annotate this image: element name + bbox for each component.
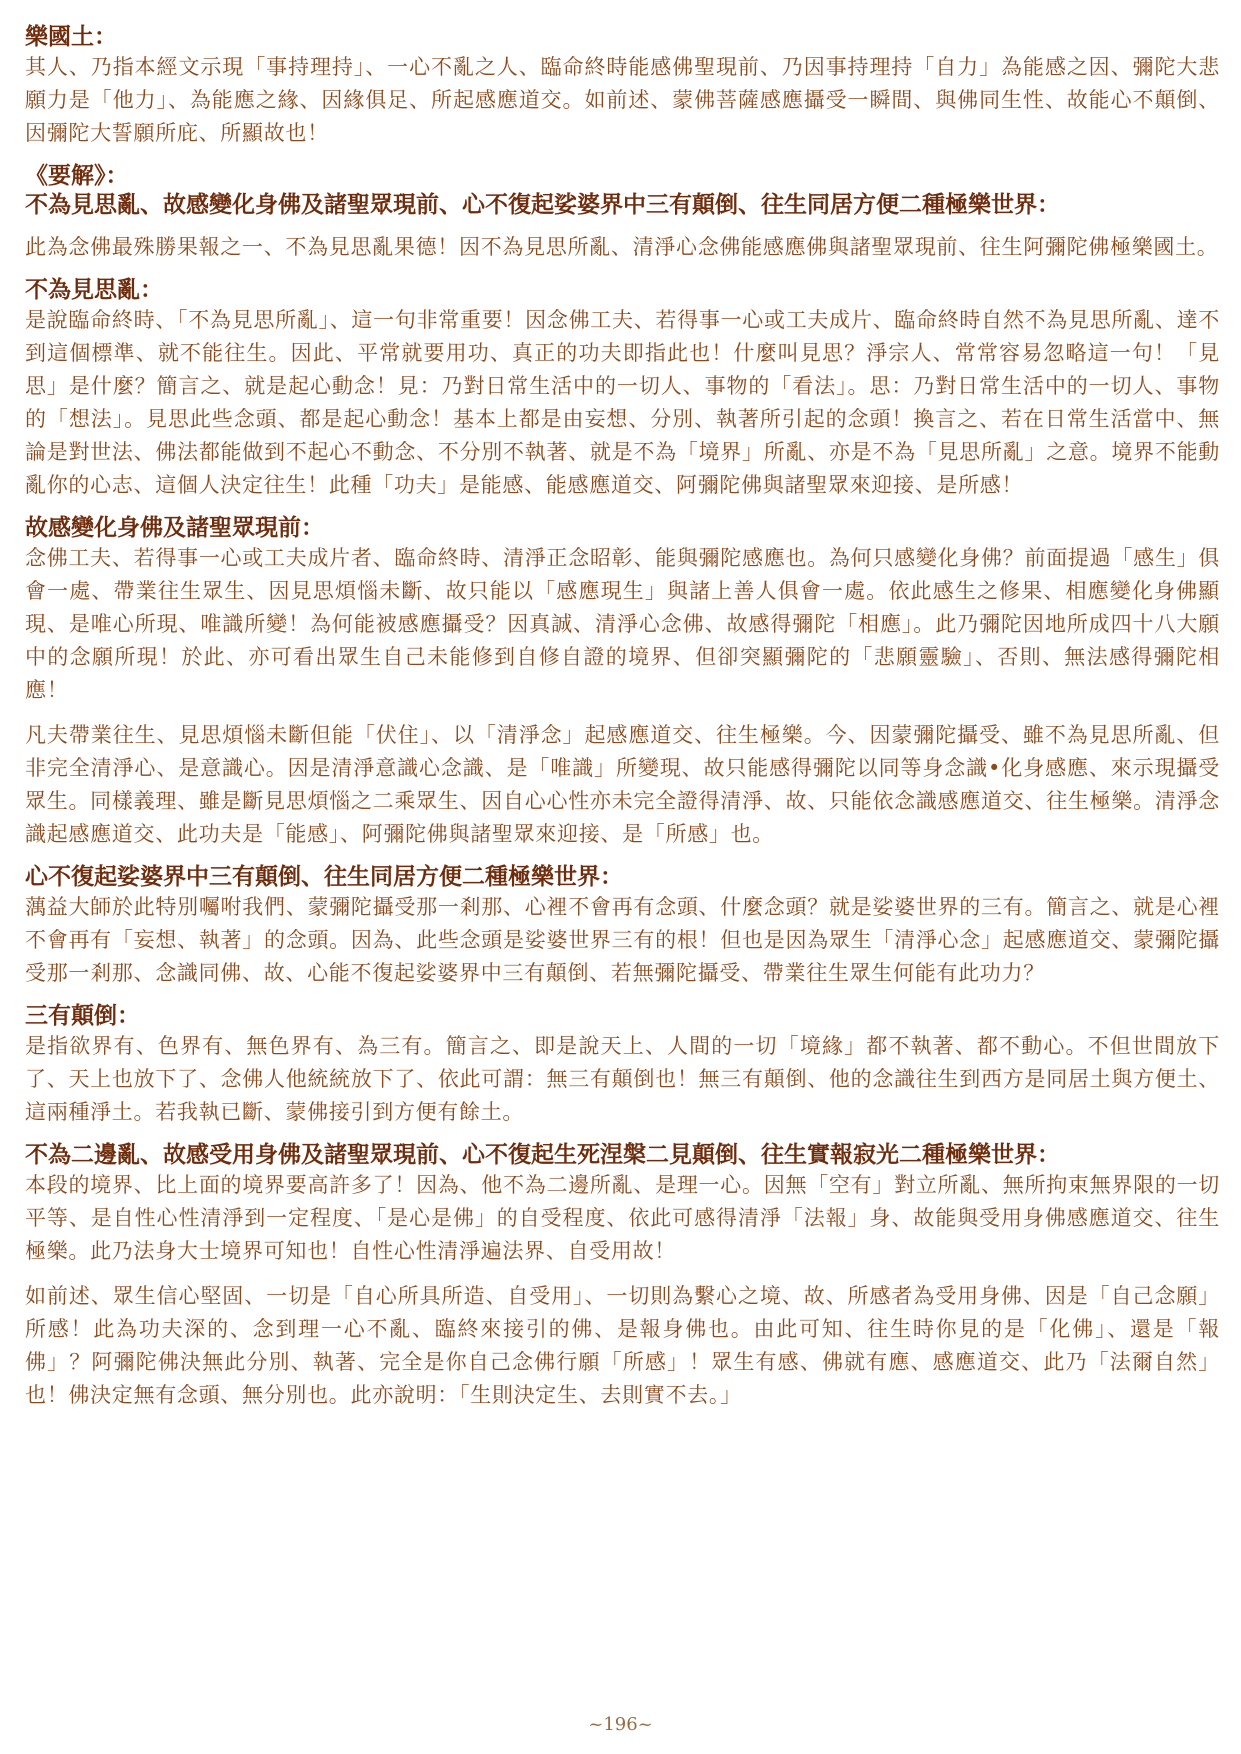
paragraph: 是說臨命終時、「不為見思所亂」、這一句非常重要！因念佛工夫、若得事一心或工夫成片、臨命終時自然不為見思所亂、達不到這個標準、就不能往生。因此、平常就要用功、真正的功夫即指此也！什麼叫見思？淨宗人、常常容易忽略這一句！「見思」是什麼？簡言之、就是起心動念！見：乃對日常生活中的一切人、事物的「看法」。思：乃對日常生活中的一切人、事物的「想法」。見思此些念頭、都是起心動念！基本上都是由妄想、分別、執著所引起的念頭！換言之、若在日常生活當中、無論是對世法、佛法都能做到不起心不動念、不分別不執著、就是不為「境界」所亂、亦是不為「見思所亂」之意。境界不能動亂你的心志、這個人決定往生！此種「功夫」是能感、能感應道交、阿彌陀佛與諸聖眾來迎接、是所感！ [25,308,1220,497]
section-bu-wei-jian-si-luan [25,275,1220,502]
section-heading: 樂國土： [25,23,117,50]
paragraph: 此為念佛最殊勝果報之一、不為見思亂果德！因不為見思所亂、清淨心念佛能感應佛與諸聖眾現前、往生阿彌陀佛極樂國土。 [25,235,1219,259]
paragraph: 其人、乃指本經文示現「事持理持」、一心不亂之人、臨命終時能感佛聖現前、乃因事持理持「自力」為能感之因、彌陀大悲願力是「他力」、為能應之緣、因緣俱足、所起感應道交。如前述、蒙佛菩薩感應攝受一瞬間、與佛同生性、故能心不顛倒、因彌陀大誓願所庇、所顯故也！ [25,55,1220,145]
section-heading: 故感變化身佛及諸聖眾現前： [25,514,324,541]
section-heading: 不為二邊亂、故感受用身佛及諸聖眾現前、心不復起生死涅槃二見顛倒、往生實報寂光二種極樂世界： [25,1141,1060,1168]
paragraph: 凡夫帶業往生、見思煩惱未斷但能「伏住」、以「清淨念」起感應道交、往生極樂。今、因蒙彌陀攝受、雖不為見思所亂、但非完全清淨心、是意識心。因是清淨意識心念識、是「唯識」所變現、故只能感得彌陀以同等身念識•化身感應、來示現攝受眾生。同樣義理、雖是斷見思煩惱之二乘眾生、因自心心性亦未完全證得清淨、故、只能依念識感應道交、往生極樂。清淨念識起感應道交、此功夫是「能感」、阿彌陀佛與諸聖眾來迎接、是「所感」也。 [25,723,1220,846]
section-subheading: 不為見思亂、故感變化身佛及諸聖眾現前、心不復起娑婆界中三有顛倒、往生同居方便二種極樂世界： [25,191,1060,218]
paragraph: 蕅益大師於此特別囑咐我們、蒙彌陀攝受那一剎那、心裡不會再有念頭、什麼念頭？就是娑婆世界的三有。簡言之、就是心裡不會再有「妄想、執著」的念頭。因為、此些念頭是娑婆世界三有的根！但也是因為眾生「清淨心念」起感應道交、蒙彌陀攝受那一剎那、念識同佛、故、心能不復起娑婆界中三有顛倒、若無彌陀攝受、帶業往生眾生何能有此功力？ [25,895,1220,985]
section-heading: 三有顛倒： [25,1002,140,1029]
section-heading: 不為見思亂： [25,276,163,303]
section-san-you-dian-dao [25,1001,1220,1129]
document-page [25,22,1220,1412]
paragraph: 如前述、眾生信心堅固、一切是「自心所具所造、自受用」、一切則為繫心之境、故、所感者為受用身佛、因是「自己念願」所感！此為功夫深的、念到理一心不亂、臨終來接引的佛、是報身佛也。由此可知、往生時你見的是「化佛」、還是「報佛」？阿彌陀佛決無此分別、執著、完全是你自己念佛行願「所感」！眾生有感、佛就有應、感應道交、此乃「法爾自然」也！佛決定無有念頭、無分別也。此亦說明：「生則決定生、去則實不去。」 [25,1284,1220,1407]
page-number: ~196~ [588,1714,653,1735]
section-er-bian-luan [25,1140,1220,1412]
section-heading: 《要解》： [25,162,129,189]
paragraph: 本段的境界、比上面的境界要高許多了！因為、他不為二邊所亂、是理一心。因無「空有」對立所亂、無所拘束無界限的一切平等、是自性心性清淨到一定程度、「是心是佛」的自受程度、依此可感得清淨「法報」身、故能與受用身佛感應道交、往生極樂。此乃法身大士境界可知也！自性心性清淨遍法界、自受用故！ [25,1173,1220,1263]
section-yao-jie [25,161,1220,264]
section-bian-hua-shen-fo [25,513,1220,851]
section-san-you-dian-dao-sha-po [25,862,1220,990]
paragraph: 是指欲界有、色界有、無色界有、為三有。簡言之、即是說天上、人間的一切「境緣」都不執著、都不動心。不但世間放下了、天上也放下了、念佛人他統統放下了、依此可謂：無三有顛倒也！無三有顛倒、他的念識往生到西方是同居土與方便土、這兩種淨土。若我執已斷、蒙佛接引到方便有餘土。 [25,1034,1220,1124]
paragraph: 念佛工夫、若得事一心或工夫成片者、臨命終時、清淨正念昭彰、能與彌陀感應也。為何只感變化身佛？前面提過「感生」俱會一處、帶業往生眾生、因見思煩惱未斷、故只能以「感應現生」與諸上善人俱會一處。依此感生之修果、相應變化身佛顯現、是唯心所現、唯識所變！為何能被感應攝受？因真誠、清淨心念佛、故感得彌陀「相應」。此乃彌陀因地所成四十八大願中的念願所現！於此、亦可看出眾生自己未能修到自修自證的境界、但卻突顯彌陀的「悲願靈驗」、否則、無法感得彌陀相應！ [25,546,1220,702]
section-le-guo-tu [25,22,1220,150]
section-heading: 心不復起娑婆界中三有顛倒、往生同居方便二種極樂世界： [25,863,623,890]
